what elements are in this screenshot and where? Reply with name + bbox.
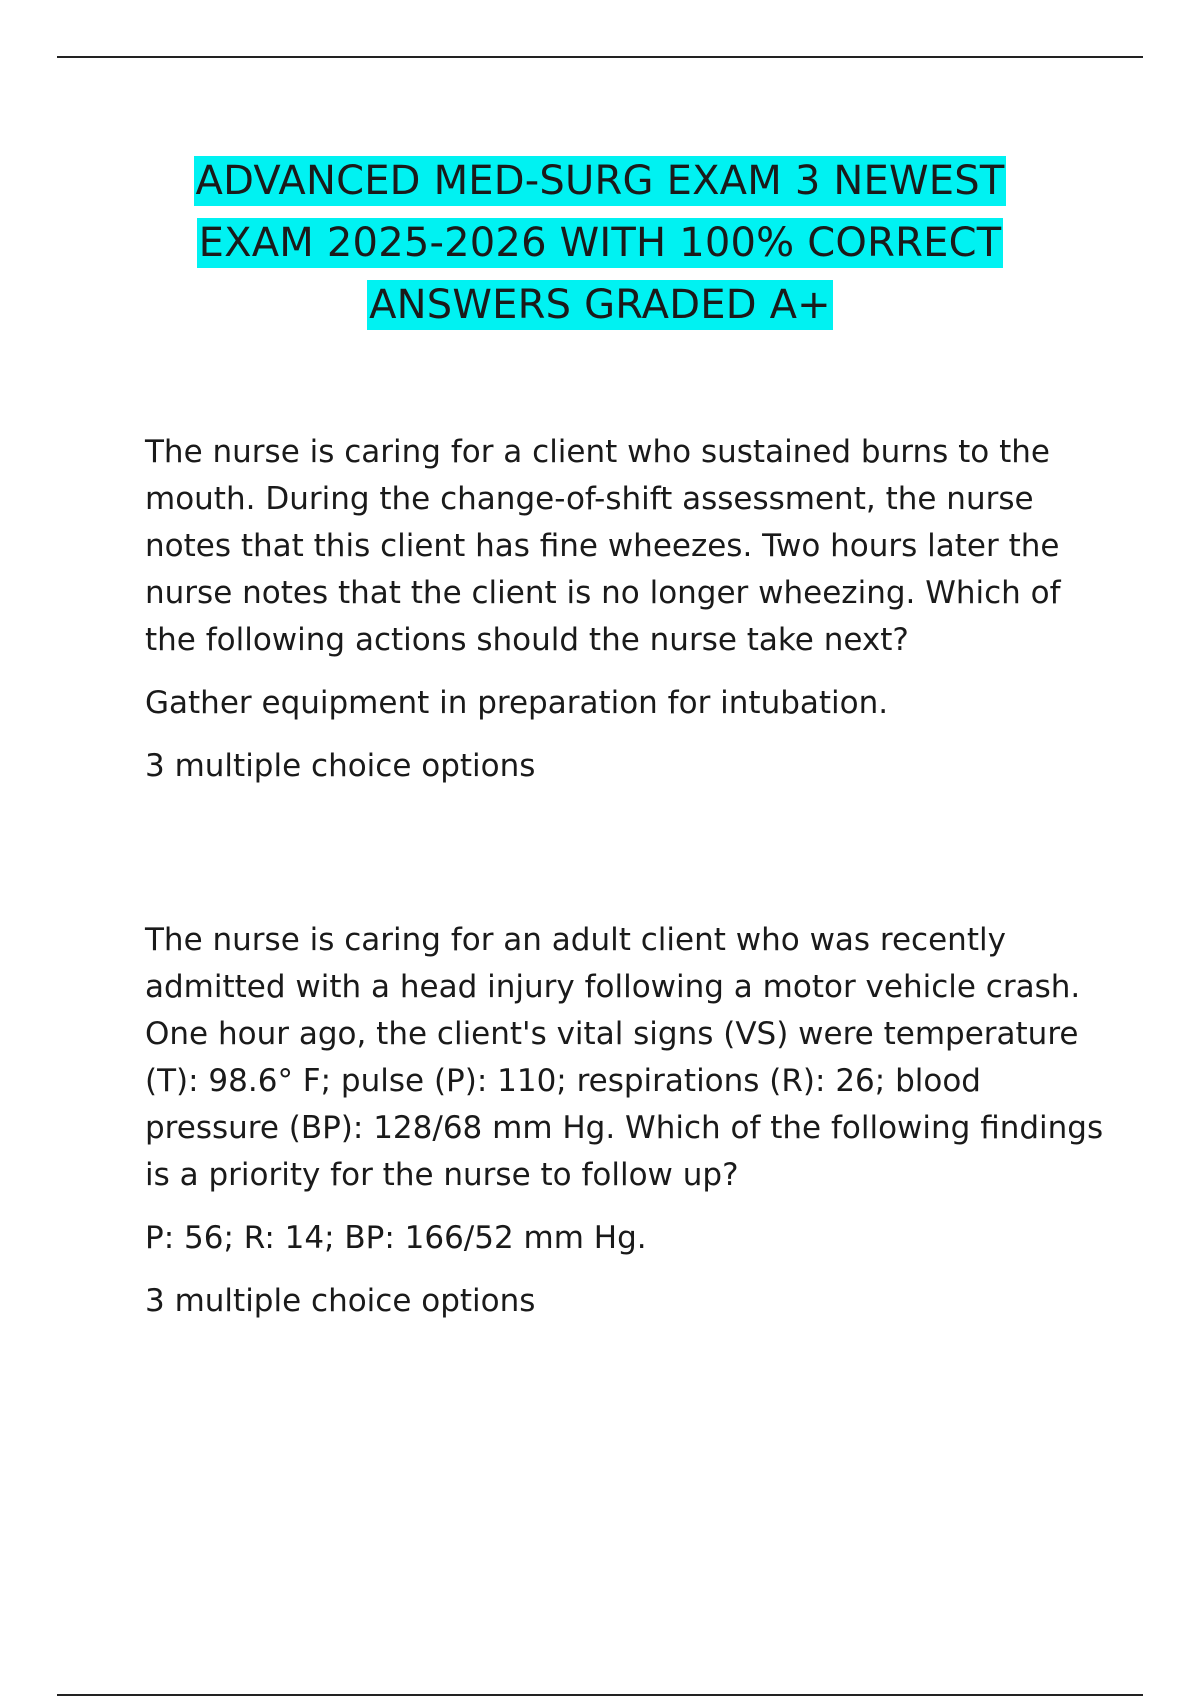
options-note: 3 multiple choice options [145,1283,536,1319]
question-text: The nurse is caring for an adult client who was recently admitted with a head injury following a motor vehicle crash. One hour ago, the client's vital signs (VS) were temperature (T): 98.6° F; pulse (P): 110; respirations (R): 26; blood pressure (BP): 128/68 mm Hg. Which of the following findings is a priority for the nurse to follow up? [145,922,1104,1193]
document-title [100,150,1100,336]
title-line-1: ADVANCED MED-SURG EXAM 3 NEWEST [195,158,1005,204]
header-rule [57,56,1143,58]
question-block-1 [145,429,1105,790]
title-line-2: EXAM 2025-2026 WITH 100% CORRECT [198,220,1002,266]
answer-text: P: 56; R: 14; BP: 166/52 mm Hg. [145,1220,647,1256]
question-block-2 [145,917,1105,1325]
footer-rule [57,1694,1143,1696]
answer-text: Gather equipment in preparation for intubation. [145,685,889,721]
title-line-3: ANSWERS GRADED A+ [369,282,831,328]
question-text: The nurse is caring for a client who sustained burns to the mouth. During the change-of-shift assessment, the nurse notes that this client has fine wheezes. Two hours later the nurse notes that the client is no longer wheezing. Which of the following actions should the nurse take next? [145,434,1061,658]
options-note: 3 multiple choice options [145,748,536,784]
